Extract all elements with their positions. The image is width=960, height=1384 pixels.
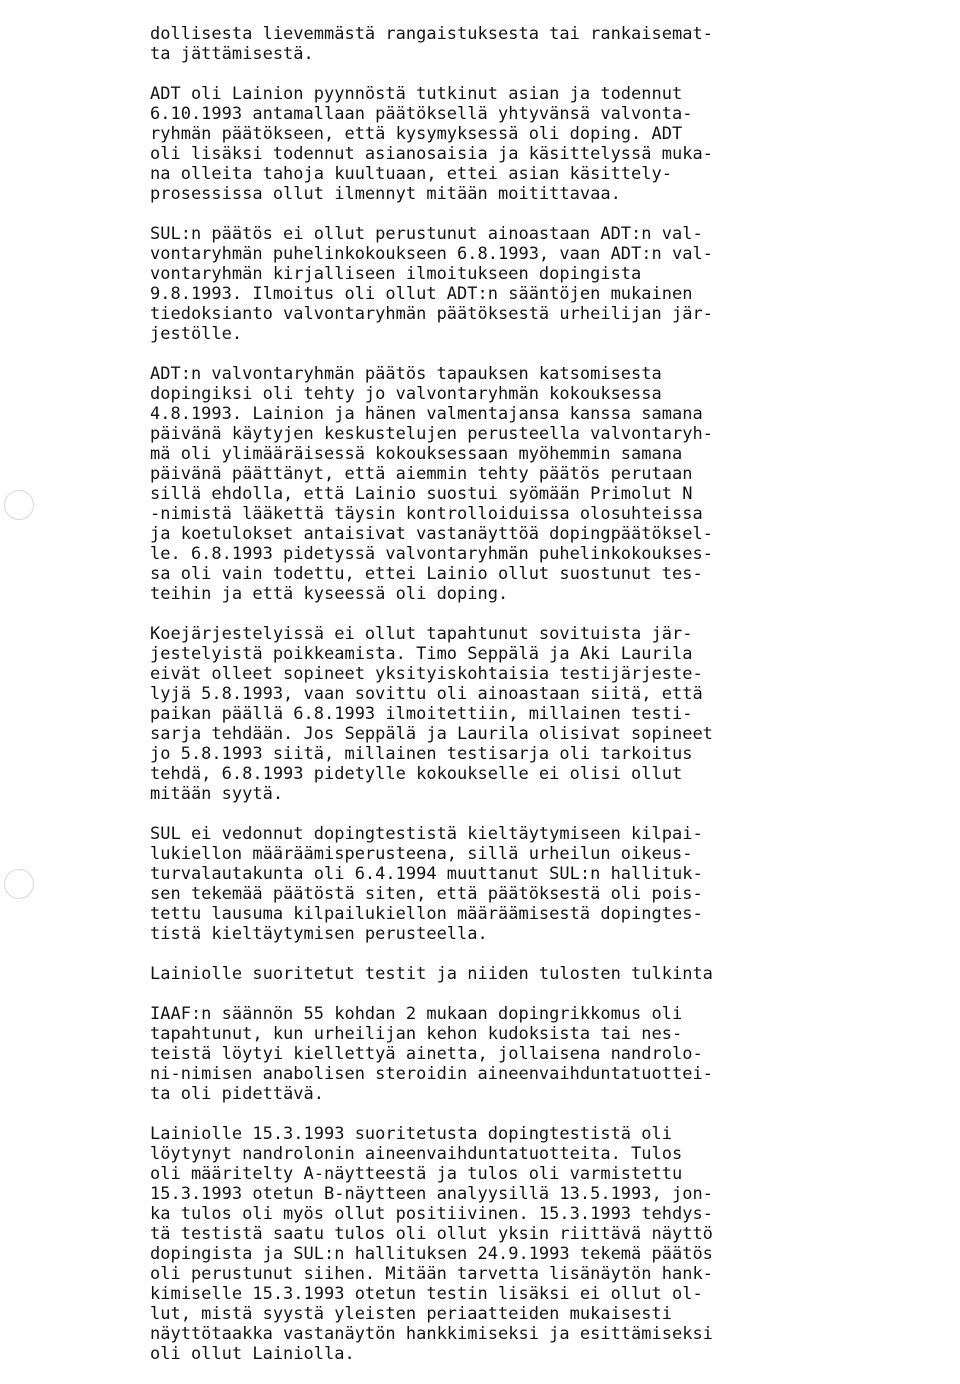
paragraph	[150, 224, 810, 344]
text-line: mä oli ylimääräisessä kokouksessaan myöhemmin samana	[150, 444, 683, 464]
text-line: vontaryhmän kirjalliseen ilmoitukseen dopingista	[150, 264, 642, 284]
section-heading-text: Lainiolle suoritetut testit ja niiden tulosten tulkinta	[150, 964, 713, 984]
text-line: 4.8.1993. Lainion ja hänen valmentajansa kanssa samana	[150, 404, 703, 424]
paragraph	[150, 1004, 810, 1104]
text-line: sa oli vain todettu, ettei Lainio ollut suostunut tes-	[150, 564, 703, 584]
text-line: tä testistä saatu tulos oli ollut yksin riittävä näyttö	[150, 1224, 713, 1244]
text-line: dopingiksi oli tehty jo valvontaryhmän kokouksessa	[150, 384, 662, 404]
text-line: sen tekemää päätöstä siten, että päätöksestä oli pois-	[150, 884, 703, 904]
text-line: paikan päällä 6.8.1993 ilmoitettiin, millainen testi-	[150, 704, 693, 724]
text-line: lyjä 5.8.1993, vaan sovittu oli ainoastaan siitä, että	[150, 684, 703, 704]
text-line: oli perustunut siihen. Mitään tarvetta lisänäytön hank-	[150, 1264, 713, 1284]
paragraph	[150, 1124, 810, 1364]
text-line: tistä kieltäytymisen perusteella.	[150, 924, 488, 944]
text-line: tettu lausuma kilpailukiellon määräämisestä dopingtes-	[150, 904, 703, 924]
paragraph	[150, 84, 810, 204]
text-line: jo 5.8.1993 siitä, millainen testisarja oli tarkoitus	[150, 744, 693, 764]
text-line: oli ollut Lainiolla.	[150, 1344, 355, 1364]
text-line: ja koetulokset antaisivat vastanäyttöä dopingpäätöksel-	[150, 524, 713, 544]
text-line: kimiselle 15.3.1993 otetun testin lisäksi ei ollut ol-	[150, 1284, 703, 1304]
text-line: na olleita tahoja kuultuaan, ettei asian käsittely-	[150, 164, 672, 184]
text-line: mitään syytä.	[150, 784, 284, 804]
document-body	[150, 24, 810, 1384]
text-line: eivät olleet sopineet yksityiskohtaisia testijärjeste-	[150, 664, 703, 684]
text-line: teistä löytyi kiellettyä ainetta, jollaisena nandrolo-	[150, 1044, 703, 1064]
text-line: näyttötaakka vastanäytön hankkimiseksi ja esittämiseksi	[150, 1324, 713, 1344]
text-line: tehdä, 6.8.1993 pidetylle kokoukselle ei olisi ollut	[150, 764, 683, 784]
text-line: jestölle.	[150, 324, 243, 344]
text-line: turvalautakunta oli 6.4.1994 muuttanut SUL:n hallituk-	[150, 864, 703, 884]
text-line: 9.8.1993. Ilmoitus oli ollut ADT:n sääntöjen mukainen	[150, 284, 693, 304]
text-line: lut, mistä syystä yleisten periaatteiden mukaisesti	[150, 1304, 672, 1324]
text-line: ta jättämisestä.	[150, 44, 314, 64]
text-line: lukiellon määräämisperusteena, sillä urheilun oikeus-	[150, 844, 693, 864]
text-line: Koejärjestelyissä ei ollut tapahtunut sovituista jär-	[150, 624, 693, 644]
text-line: Lainiolle 15.3.1993 suoritetusta dopingtestistä oli	[150, 1124, 672, 1144]
paragraph	[150, 824, 810, 944]
text-line: löytynyt nandrolonin aineenvaihduntatuotteita. Tulos	[150, 1144, 683, 1164]
text-line: oli lisäksi todennut asianosaisia ja käsittelyssä muka-	[150, 144, 713, 164]
text-line: ADT:n valvontaryhmän päätös tapauksen katsomisesta	[150, 364, 662, 384]
text-line: SUL ei vedonnut dopingtestistä kieltäytymiseen kilpai-	[150, 824, 703, 844]
paragraph	[150, 624, 810, 804]
text-line: sarja tehdään. Jos Seppälä ja Laurila olisivat sopineet	[150, 724, 713, 744]
section-heading	[150, 964, 810, 984]
punch-hole-mark	[4, 490, 34, 520]
text-line: dopingista ja SUL:n hallituksen 24.9.1993 tekemä päätös	[150, 1244, 713, 1264]
text-line: tiedoksianto valvontaryhmän päätöksestä urheilijan jär-	[150, 304, 713, 324]
text-line: päivänä päättänyt, että aiemmin tehty päätös perutaan	[150, 464, 693, 484]
text-line: prosessissa ollut ilmennyt mitään moitittavaa.	[150, 184, 621, 204]
text-line: oli määritelty A-näytteestä ja tulos oli varmistettu	[150, 1164, 683, 1184]
text-line: 6.10.1993 antamallaan päätöksellä yhtyvänsä valvonta-	[150, 104, 693, 124]
text-line: dollisesta lievemmästä rangaistuksesta tai rankaisemat-	[150, 24, 713, 44]
paragraph	[150, 364, 810, 604]
text-line: ADT oli Lainion pyynnöstä tutkinut asian ja todennut	[150, 84, 683, 104]
text-line: 15.3.1993 otetun B-näytteen analyysillä 13.5.1993, jon-	[150, 1184, 713, 1204]
punch-hole-mark	[4, 869, 34, 899]
text-line: jestelyistä poikkeamista. Timo Seppälä ja Aki Laurila	[150, 644, 693, 664]
paragraph	[150, 24, 810, 64]
text-line: IAAF:n säännön 55 kohdan 2 mukaan dopingrikkomus oli	[150, 1004, 683, 1024]
text-line: teihin ja että kyseessä oli doping.	[150, 584, 509, 604]
text-line: sillä ehdolla, että Lainio suostui syömään Primolut N	[150, 484, 693, 504]
text-line: päivänä käytyjen keskustelujen perusteella valvontaryh-	[150, 424, 713, 444]
text-line: ta oli pidettävä.	[150, 1084, 324, 1104]
text-line: vontaryhmän puhelinkokoukseen 6.8.1993, vaan ADT:n val-	[150, 244, 713, 264]
text-line: le. 6.8.1993 pidetyssä valvontaryhmän puhelinkokoukses-	[150, 544, 713, 564]
text-line: ni-nimisen anabolisen steroidin aineenvaihduntatuottei-	[150, 1064, 713, 1084]
text-line: SUL:n päätös ei ollut perustunut ainoastaan ADT:n val-	[150, 224, 703, 244]
text-line: ka tulos oli myös ollut positiivinen. 15.3.1993 tehdys-	[150, 1204, 713, 1224]
text-line: -nimistä lääkettä täysin kontrolloiduissa olosuhteissa	[150, 504, 703, 524]
text-line: ryhmän päätökseen, että kysymyksessä oli doping. ADT	[150, 124, 683, 144]
text-line: tapahtunut, kun urheilijan kehon kudoksista tai nes-	[150, 1024, 683, 1044]
